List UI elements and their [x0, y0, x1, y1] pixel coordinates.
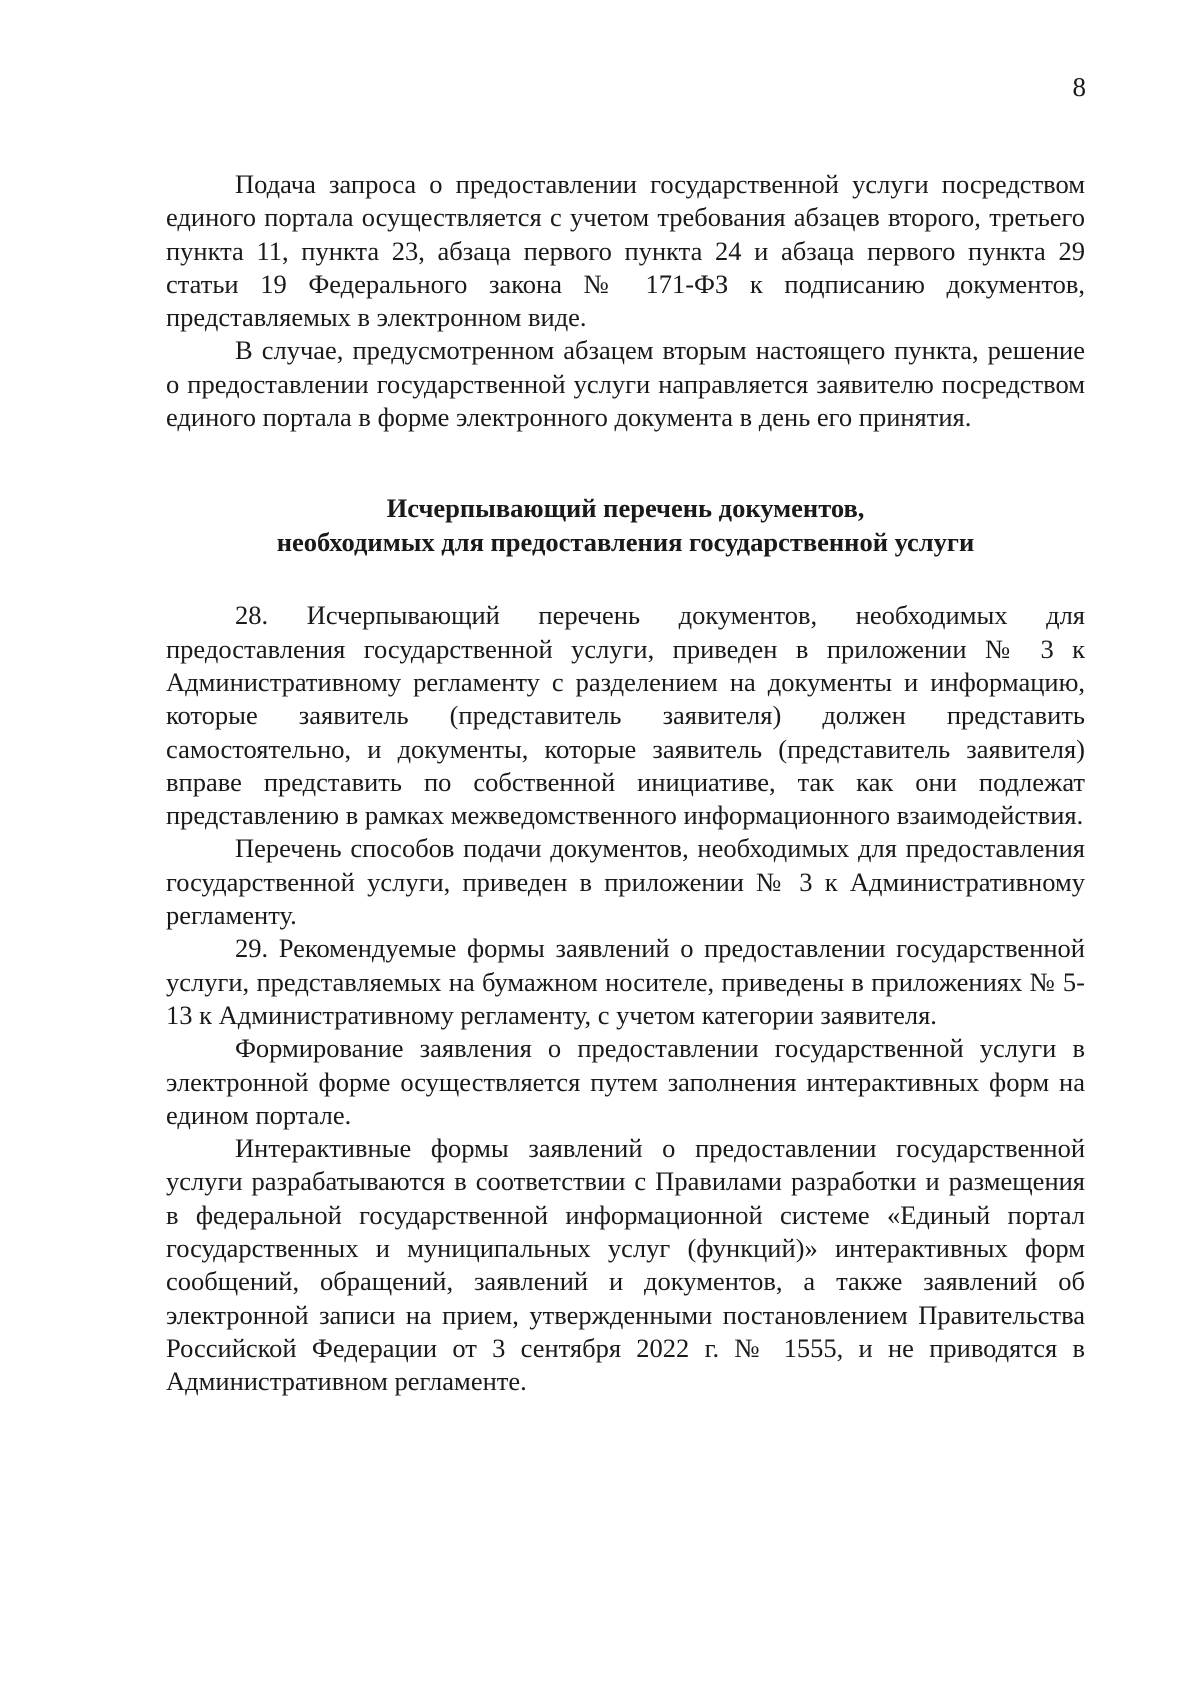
paragraph-item-29: 29. Рекомендуемые формы заявлений о предоставлении государственной услуги, представляемых на бумажном носителе, приведены в приложениях № 5-13 к Административному регламенту, с учетом категории заявителя.	[166, 933, 1085, 1030]
paragraph-item-28: 28. Исчерпывающий перечень документов, необходимых для предоставления государственной услуги, приведен в приложении № 3 к Административному регламенту с разделением на документы и информацию, которые заявитель (представитель заявителя) должен представить самостоятельно, и документы, которые заявитель (представитель заявителя) вправе представить по собственной инициативе, так как они подлежат представлению в рамках межведомственного информационного взаимодействия.	[166, 600, 1085, 831]
paragraph-submission-via-portal: Подача запроса о предоставлении государственной услуги посредством единого портала осуществляется с учетом требования абзацев второго, третьего пункта 11, пункта 23, абзаца первого пункта 24 и абзаца первого пункта 29 статьи 19 Федерального закона № 171-ФЗ к подписанию документов, представляемых в электронном виде.	[166, 169, 1085, 333]
section-heading	[166, 491, 1085, 559]
section-heading-line-1: Исчерпывающий перечень документов,	[386, 493, 865, 524]
paragraph-interactive-forms: Интерактивные формы заявлений о предоставлении государственной услуги разрабатываются в соответствии с Правилами разработки и размещения в федеральной государственной информационной системе «Единый портал государственных и муниципальных услуг (функций)» интерактивных форм сообщений, обращений, заявлений и документов, а также заявлений об электронной записи на прием, утвержденными постановлением Правительства Российской Федерации от 3 сентября 2022 г. № 1555, и не приводятся в Административном регламенте.	[166, 1133, 1085, 1397]
section-heading-line-2: необходимых для предоставления государственной услуги	[276, 527, 975, 558]
paragraph-decision-delivery: В случае, предусмотренном абзацем вторым настоящего пункта, решение о предоставлении государственной услуги направляется заявителю посредством единого портала в форме электронного документа в день его принятия.	[166, 335, 1085, 433]
document-body	[166, 168, 1085, 1399]
paragraph-electronic-application: Формирование заявления о предоставлении государственной услуги в электронной форме осуществляется путем заполнения интерактивных форм на едином портале.	[166, 1033, 1085, 1130]
paragraph-submission-methods: Перечень способов подачи документов, необходимых для предоставления государственной услуги, приведен в приложении № 3 к Административному регламенту.	[166, 833, 1085, 931]
page-number: 8	[1072, 72, 1086, 102]
